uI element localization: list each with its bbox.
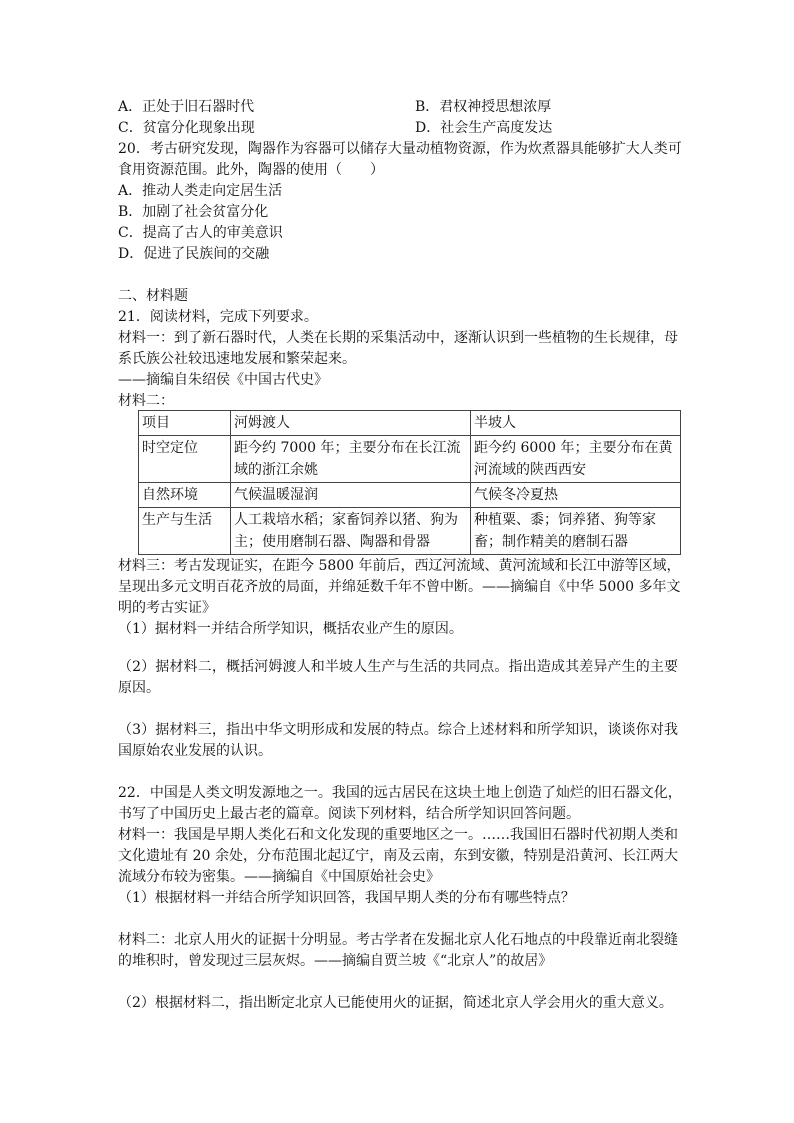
table-cell: 种植粟、黍；饲养猪、狗等家畜；制作精美的磨制石器 [471,508,681,555]
table-cell: 气候冬冷夏热 [471,483,681,508]
q21-material-1-line-1: 材料一：到了新石器时代，人类在长期的采集活动中，逐渐认识到一些植物的生长规律，母 [118,330,678,346]
q21-sub-question-2-line-1: （2）据材料二，概括河姆渡人和半坡人生产与生活的共同点。指出造成其差异产生的主要 [118,659,678,675]
q22-sub-question-1: （1）根据材料一并结合所学知识回答，我国早期人类的分布有哪些特点？ [118,890,575,906]
q22-sub-question-2: （2）根据材料二，指出断定北京人已能使用火的证据，简述北京人学会用火的重大意义。 [118,995,673,1011]
q21-sub-question-3-line-2: 国原始农业发展的认识。 [118,743,272,759]
table-row [139,436,681,483]
table-cell: 距今约 7000 年；主要分布在长江流域的浙江余姚 [231,436,471,483]
q20-option-d: D．促进了民族间的交融 [118,246,270,262]
table-header-cell: 项目 [139,411,231,436]
q21-material-3-line-2: 呈现出多元文明百花齐放的局面，并绵延数千年不曾中断。——摘编自《中华 5000 多年文 [118,579,681,595]
table-row [139,508,681,555]
section-heading: 二、材料题 [118,288,188,304]
table-header-row [139,411,681,436]
q19-option-c: C．贫富分化现象出现 [118,120,255,136]
table-header-cell: 河姆渡人 [231,411,471,436]
q21-material-1-line-2: 系氏族公社较迅速地发展和繁荣起来。 [118,351,356,367]
q21-sub-question-1: （1）据材料一并结合所学知识，概括农业产生的原因。 [118,621,463,637]
table-cell: 距今约 6000 年；主要分布在黄河流域的陕西西安 [471,436,681,483]
q20-option-b: B．加剧了社会贫富分化 [118,204,269,220]
q21-material-3-line-3: 明的考古实证》 [118,600,216,616]
q22-material-1-line-2: 文化遗址有 20 余处，分布范围北起辽宁，南及云南，东到安徽，特别是沿黄河、长江两大 [118,848,678,864]
table-cell: 气候温暖湿润 [231,483,471,508]
table-cell: 生产与生活 [139,508,231,555]
q20-option-c: C．提高了古人的审美意识 [118,225,283,241]
q19-option-d: D．社会生产高度发达 [415,120,553,136]
q19-option-a: A．正处于旧石器时代 [118,99,255,115]
table-cell: 自然环境 [139,483,231,508]
table-cell: 时空定位 [139,436,231,483]
q20-stem-line-2: 食用资源范围。此外，陶器的使用（ ） [118,162,384,178]
q22-stem-line-1: 22．中国是人类文明发源地之一。我国的远古居民在这块土地上创造了灿烂的旧石器文化， [118,785,682,801]
q20-option-a: A．推动人类走向定居生活 [118,183,283,199]
q21-stem: 21．阅读材料，完成下列要求。 [118,309,318,325]
q20-stem-line-1: 20．考古研究发现，陶器作为容器可以储存大量动植物资源，作为炊煮器具能够扩大人类可 [118,141,682,157]
q21-sub-question-3-line-1: （3）据材料三，指出中华文明形成和发展的特点。综合上述材料和所学知识，谈谈你对我 [118,722,678,738]
q21-sub-question-2-line-2: 原因。 [118,680,160,696]
q22-material-2-line-1: 材料二：北京人用火的证据十分明显。考古学者在发掘北京人化石地点的中段靠近南北裂缝 [118,932,678,948]
q19-option-b: B．君权神授思想浓厚 [415,99,552,115]
q22-stem-line-2: 书写了中国历史上最古老的篇章。阅读下列材料，结合所学知识回答问题。 [118,806,580,822]
table-row [139,483,681,508]
q21-material-2-label: 材料二： [118,393,174,409]
q22-material-1-line-1: 材料一：我国是早期人类化石和文化发现的重要地区之一。……我国旧石器时代初期人类和 [118,827,678,843]
q22-material-1-line-3: 流域分布较为密集。——摘编自《中国原始社会史》 [118,869,440,885]
q21-material-3-line-1: 材料三：考古发现证实，在距今 5800 年前后，西辽河流域、黄河流域和长江中游等区域， [118,558,681,574]
comparison-table [138,410,681,555]
table-header-cell: 半坡人 [471,411,681,436]
q22-material-2-line-2: 的堆积时，曾发现过三层灰烬。——摘编自贾兰坡《“北京人”的故居》 [118,953,553,969]
table-cell: 人工栽培水稻；家畜饲养以猪、狗为主；使用磨制石器、陶器和骨器 [231,508,471,555]
q21-material-1-source: ——摘编自朱绍侯《中国古代史》 [118,372,328,388]
